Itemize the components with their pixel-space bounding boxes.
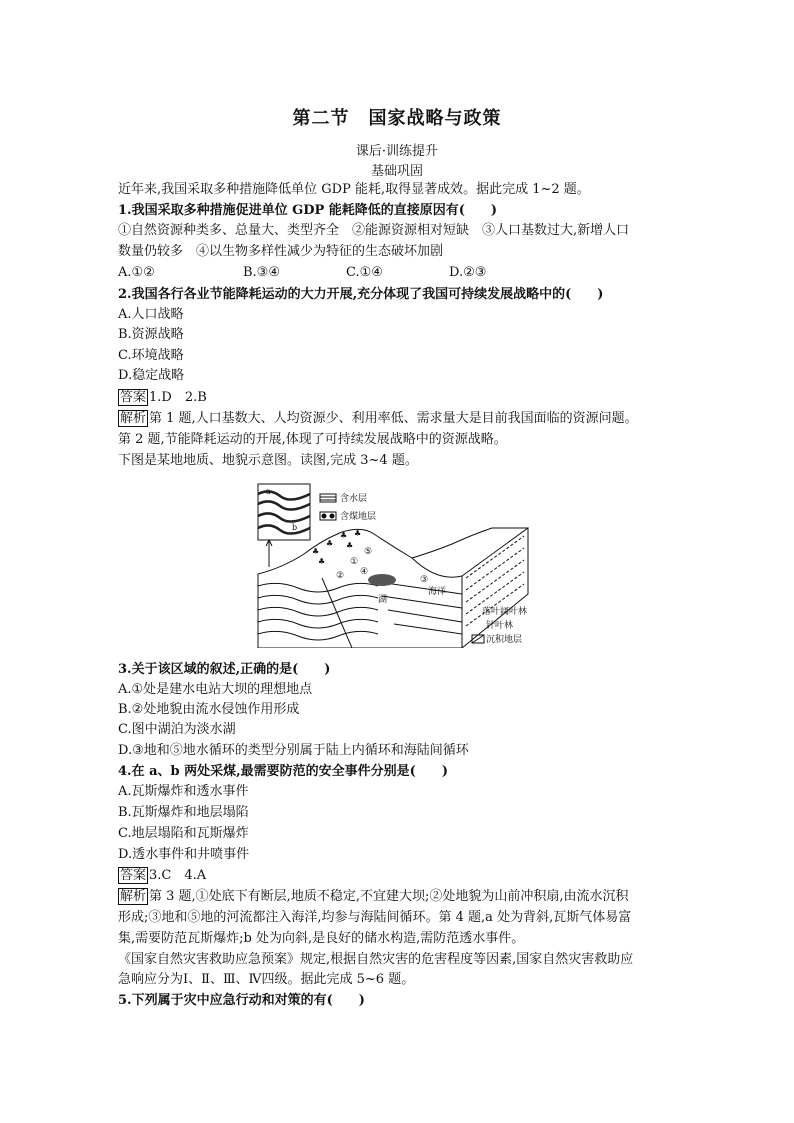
label-lake: 湖 bbox=[378, 595, 388, 605]
mark-5: ⑤ bbox=[364, 547, 373, 557]
answer-1-2-text: 1.D 2.B bbox=[149, 390, 207, 405]
q1-options bbox=[118, 263, 486, 283]
q5-stem: 5.下列属于灾中应急行动和对策的有( ) bbox=[118, 993, 365, 1008]
q1-option-c[interactable]: C.①④ bbox=[346, 265, 383, 280]
answer-1-2 bbox=[118, 388, 207, 408]
q4-option-a[interactable]: A.瓦斯爆炸和透水事件 bbox=[118, 784, 249, 799]
analysis-3-4 bbox=[118, 887, 628, 907]
svg-text:♣: ♣ bbox=[312, 547, 320, 556]
page-title: 第二节 国家战略与政策 bbox=[292, 108, 502, 129]
legend-sediment-text: 沉积地层 bbox=[486, 635, 523, 645]
q1-option-d[interactable]: D.②③ bbox=[449, 265, 487, 280]
intro-5-6-line2: 急响应分为Ⅰ、Ⅱ、Ⅲ、Ⅳ四级。据此完成 5~6 题。 bbox=[118, 972, 415, 987]
q3-option-a[interactable]: A.①处是建水电站大坝的理想地点 bbox=[118, 682, 313, 697]
analysis-1-2 bbox=[118, 409, 638, 429]
svg-text:♣: ♣ bbox=[346, 541, 354, 550]
mark-4: ④ bbox=[360, 567, 369, 577]
label-ocean: 海洋 bbox=[428, 587, 447, 597]
mark-b: b bbox=[292, 523, 298, 532]
q4-option-b[interactable]: B.瓦斯爆炸和地层塌陷 bbox=[118, 805, 249, 820]
legend-deciduous-text: 落叶阔叶林 bbox=[482, 607, 528, 617]
q3-stem: 3.关于该区域的叙述,正确的是( ) bbox=[118, 662, 331, 677]
svg-text:♣: ♣ bbox=[318, 557, 326, 566]
legend-aquifer-swatch bbox=[320, 494, 336, 502]
q4-stem: 4.在 a、b 两处采煤,最需要防范的安全事件分别是( ) bbox=[118, 764, 448, 779]
mark-a: a bbox=[266, 487, 271, 496]
q2-stem: 2.我国各行各业节能降耗运动的大力开展,充分体现了我国可持续发展战略中的( ) bbox=[118, 287, 604, 302]
lake bbox=[368, 574, 396, 586]
analysis-1-2-line2: 第 2 题,节能降耗运动的开展,体现了可持续发展战略中的资源战略。 bbox=[118, 432, 507, 447]
q3-option-d[interactable]: D.③地和⑤地水循环的类型分别属于陆上内循环和海陆间循环 bbox=[118, 743, 469, 758]
mark-2: ② bbox=[336, 571, 345, 581]
q2-option-d[interactable]: D.稳定战略 bbox=[118, 368, 185, 383]
q1-stem: 1.我国采取多种措施促进单位 GDP 能耗降低的直接原因有( ) bbox=[118, 203, 498, 218]
q1-option-a[interactable]: A.①② bbox=[118, 265, 155, 280]
q3-option-c[interactable]: C.图中湖泊为淡水湖 bbox=[118, 722, 236, 737]
legend-aquifer-text: 含水层 bbox=[340, 494, 368, 504]
intro-5-6-line1: 《国家自然灾害救助应急预案》规定,根据自然灾害的危害程度等因素,国家自然灾害救助应 bbox=[118, 952, 634, 967]
intro-1-2: 近年来,我国采取多种措施降低单位 GDP 能耗,取得显著成效。据此完成 1~2 题。 bbox=[118, 182, 590, 197]
q1-statement-line2: 数量仍较多 ④以生物多样性减少为特征的生态破坏加剧 bbox=[118, 244, 444, 259]
mark-3: ③ bbox=[420, 575, 429, 585]
q3-option-b[interactable]: B.②处地貌由流水侵蚀作用形成 bbox=[118, 702, 300, 717]
q4-option-d[interactable]: D.透水事件和井喷事件 bbox=[118, 847, 250, 862]
q4-option-c[interactable]: C.地层塌陷和瓦斯爆炸 bbox=[118, 826, 249, 841]
legend-coal-text: 含煤地层 bbox=[340, 512, 377, 522]
q1-statement-line1: ①自然资源种类多、总量大、类型齐全 ②能源资源相对短缺 ③人口基数过大,新增人口 bbox=[118, 223, 630, 238]
subtitle: 课后·训练提升 bbox=[355, 144, 439, 159]
q2-option-a[interactable]: A.人口战略 bbox=[118, 307, 184, 322]
svg-text:♣: ♣ bbox=[340, 531, 348, 540]
q1-option-b[interactable]: B.③④ bbox=[243, 265, 280, 280]
answer-tag-2: 答案 bbox=[120, 868, 147, 883]
legend-conifer-text: 针叶林 bbox=[486, 621, 514, 631]
analysis-3-4-line1: 第 3 题,①处底下有断层,地质不稳定,不宜建大坝;②处地貌为山前冲积扇,由流水沉积 bbox=[149, 889, 629, 904]
q2-option-c[interactable]: C.环境战略 bbox=[118, 348, 184, 363]
answer-tag: 答案 bbox=[120, 390, 147, 405]
analysis-tag: 解析 bbox=[120, 411, 147, 426]
svg-text:♣: ♣ bbox=[326, 539, 334, 548]
mark-1: ① bbox=[350, 557, 359, 567]
svg-text:♣: ♣ bbox=[354, 529, 362, 538]
intro-3-4: 下图是某地地质、地貌示意图。读图,完成 3~4 题。 bbox=[118, 453, 418, 468]
analysis-tag-2: 解析 bbox=[120, 889, 147, 904]
analysis-3-4-line2: 形成;③地和⑤地的河流都注入海洋,均参与海陆间循环。第 4 题,a 处为背斜,瓦斯气体易富 bbox=[118, 910, 632, 925]
analysis-1-2-line1: 第 1 题,人口基数大、人均资源少、利用率低、需求量大是目前我国面临的资源问题。 bbox=[149, 411, 638, 426]
answer-3-4 bbox=[118, 866, 206, 886]
answer-3-4-text: 3.C 4.A bbox=[149, 868, 207, 883]
q2-option-b[interactable]: B.资源战略 bbox=[118, 327, 184, 342]
geology-diagram bbox=[252, 482, 538, 648]
section-heading: 基础巩固 bbox=[370, 164, 423, 179]
analysis-3-4-line3: 集,需要防范瓦斯爆炸;b 处为向斜,是良好的储水构造,需防范透水事件。 bbox=[118, 931, 525, 946]
